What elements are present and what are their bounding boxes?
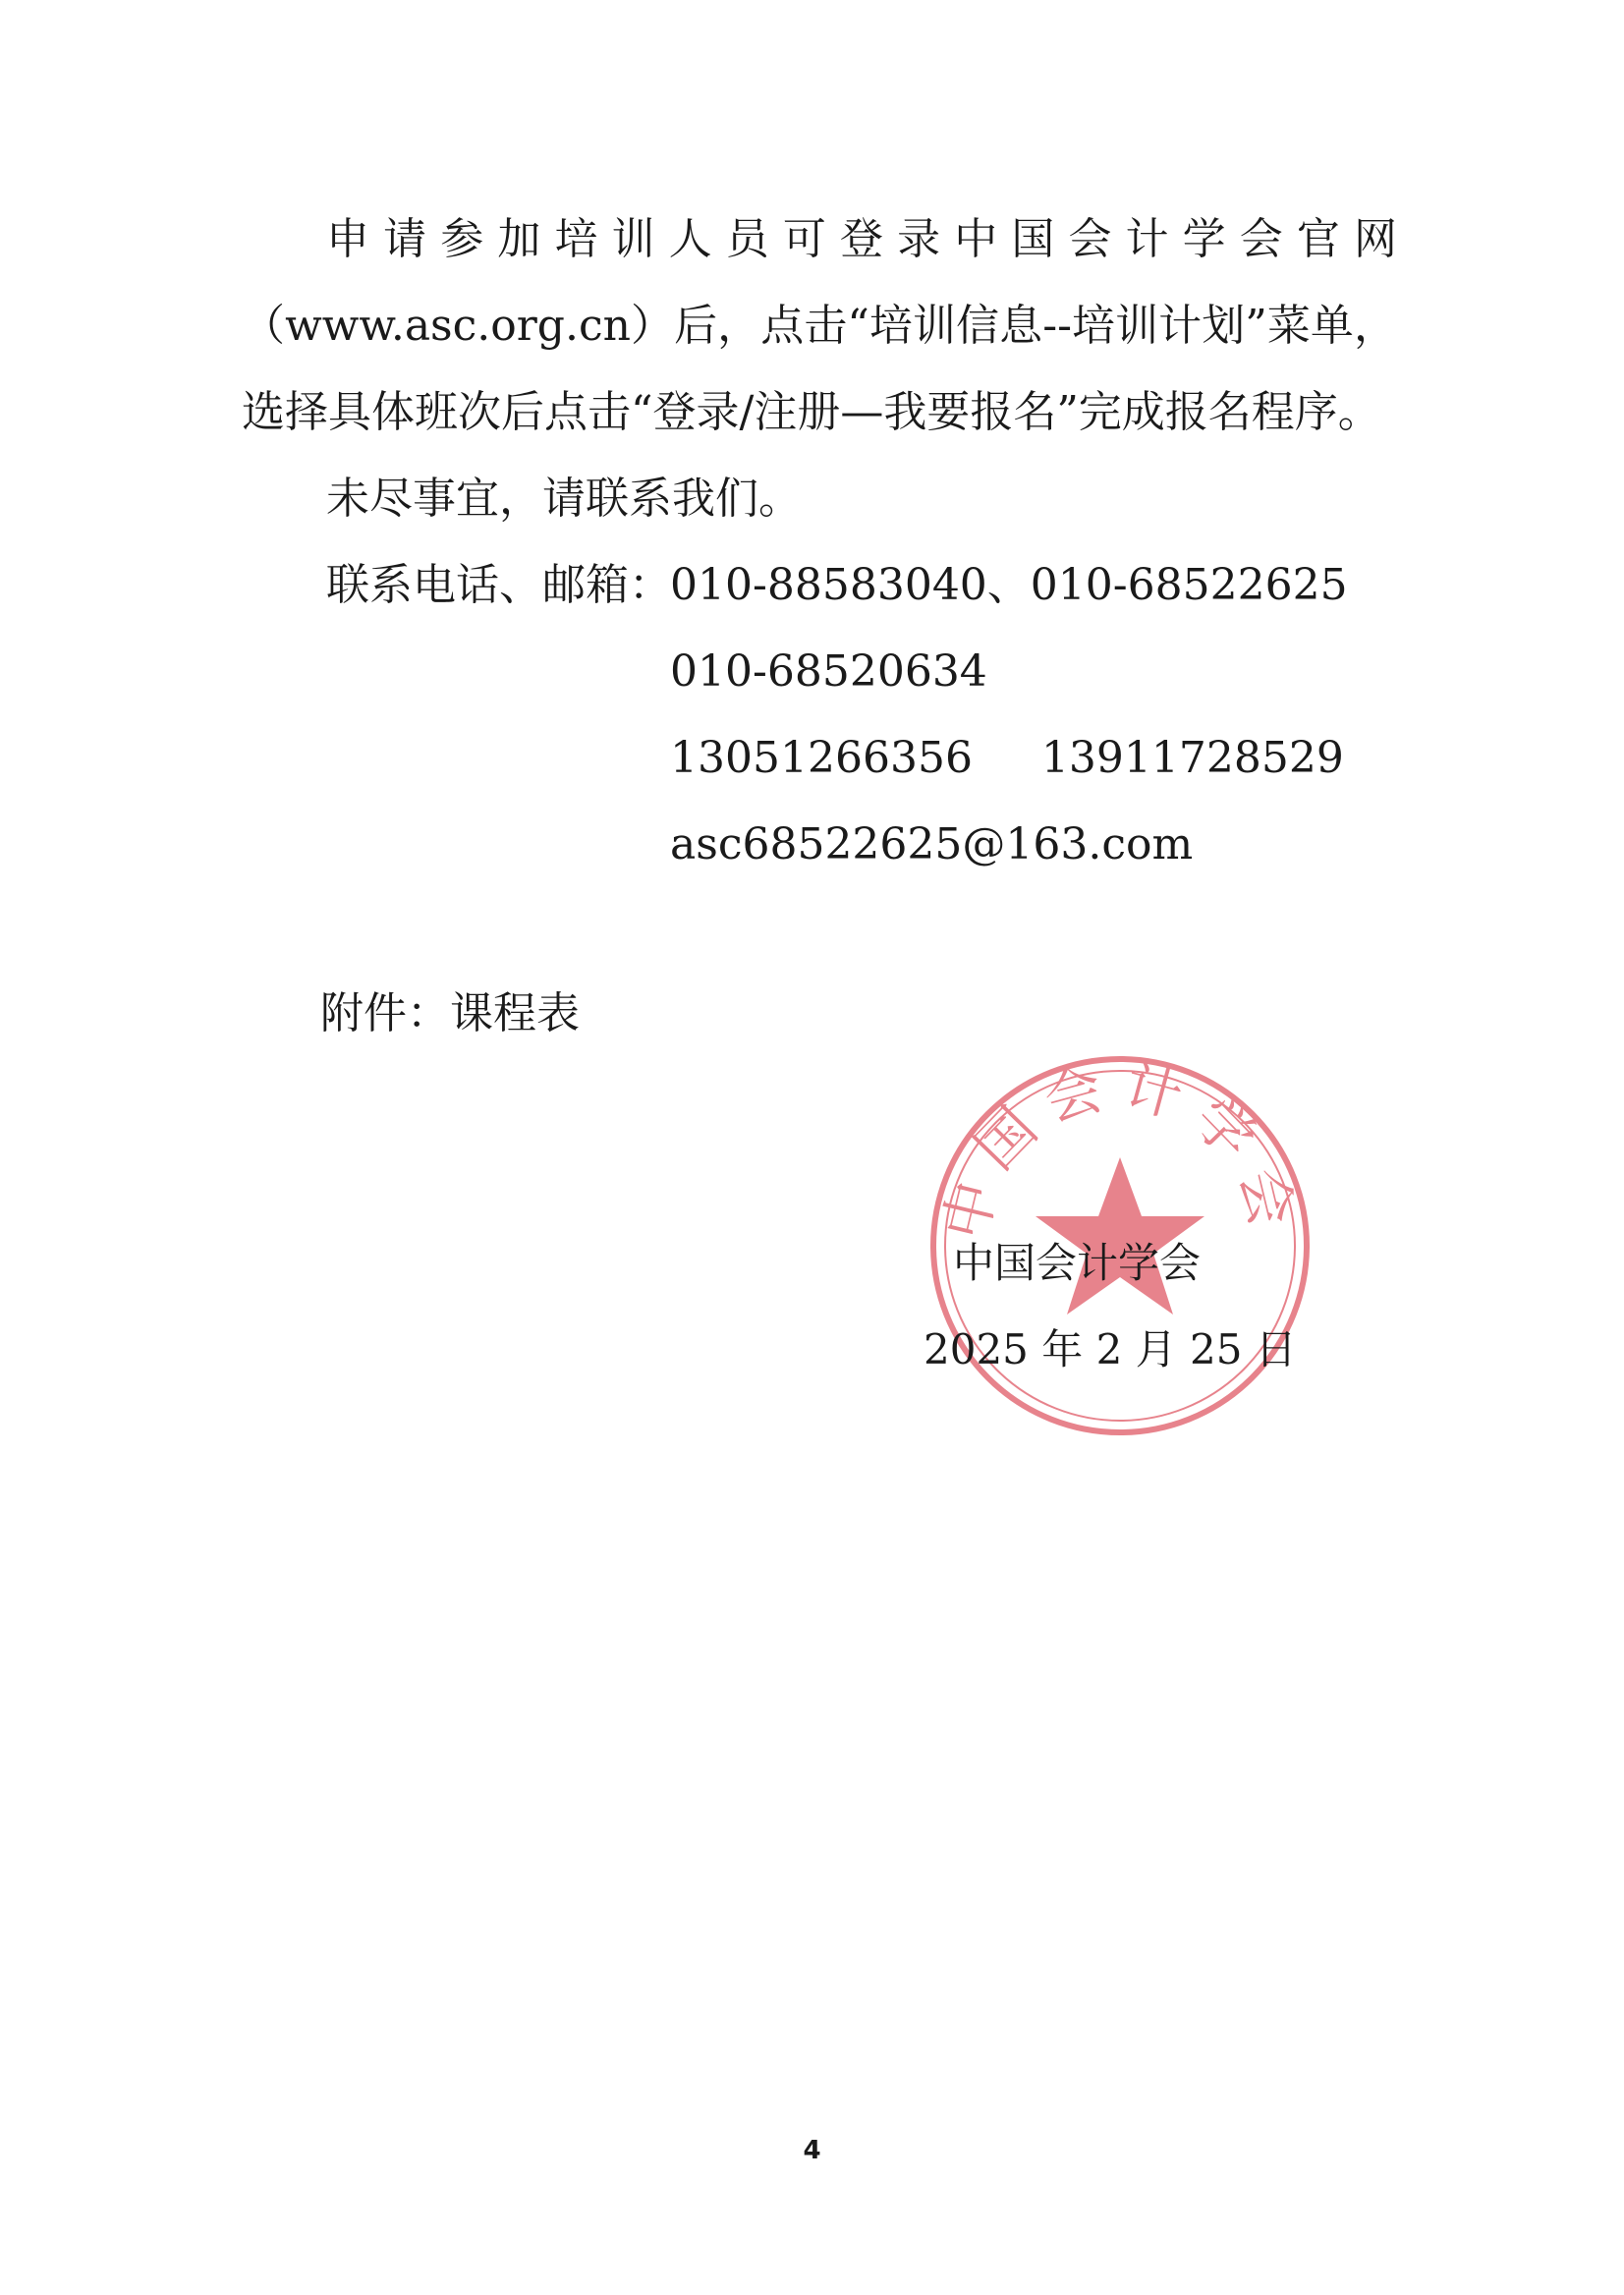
body-paragraph-2: 未尽事宜，请联系我们。	[326, 474, 802, 524]
signature-date: 2025 年 2 月 25 日	[924, 1325, 1297, 1373]
body-paragraph-1-line-2: （www.asc.org.cn）后，点击“培训信息--培训计划”菜单，	[242, 301, 1397, 351]
contact-mobiles	[670, 729, 1344, 788]
attachment-note: 附件：课程表	[320, 988, 580, 1038]
contact-phones-line-2: 010-68520634	[670, 646, 987, 697]
seal-text: 中国会计学会	[930, 1050, 1310, 1247]
page-number: 4	[803, 2136, 821, 2165]
signature-organization: 中国会计学会	[953, 1239, 1202, 1287]
contact-email: asc68522625@163.com	[670, 819, 1194, 869]
contact-label: 联系电话、邮箱：	[326, 560, 672, 610]
body-paragraph-1-line-3: 选择具体班次后点击“登录/注册—我要报名”完成报名程序。	[242, 387, 1381, 437]
contact-mobile-2: 13911728529	[1040, 733, 1344, 783]
body-paragraph-1-line-1: 申请参加培训人员可登录中国会计学会官网	[326, 214, 1397, 264]
contact-mobile-1: 13051266356	[670, 733, 973, 783]
contact-phones-line-1: 010-88583040、010-68522625	[670, 560, 1348, 610]
